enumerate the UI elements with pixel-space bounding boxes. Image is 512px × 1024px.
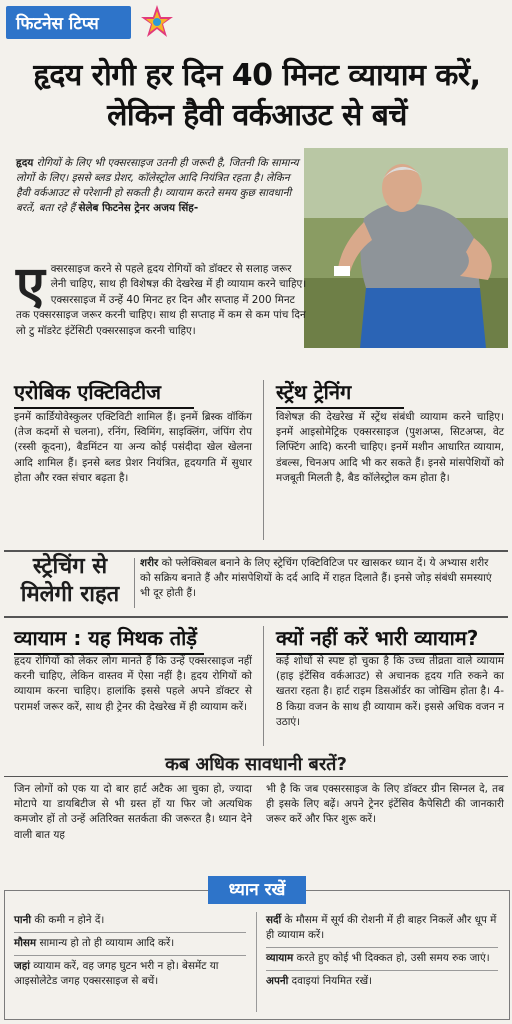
tip-item [14, 956, 246, 993]
tip-item [266, 971, 498, 993]
stretching-body: को फ्लेक्सिबल बनाने के लिए स्ट्रेचिंग एक्टिविटिज पर खासकर ध्यान दें। ये अभ्यास शरीर को सक्रिय बनाते हैं और मांसपेशियों के दर्द आदि में राहत दिलाते हैं। इनसे जोड़ संबंधी समस्याएं भी दूर होती हैं। [140, 557, 492, 599]
caution-title: कब अधिक सावधानी बरतें? [165, 754, 347, 775]
tip-item [14, 910, 246, 933]
tips-title: ध्यान रखें [208, 876, 306, 904]
column-divider [263, 380, 264, 540]
tips-left [14, 910, 246, 993]
tip-text: व्यायाम करें, वह जगह घुटन भरी न हो। बेसमेंट या आइसोलेटेड जगह एक्सरसाइज से बचें। [14, 960, 219, 987]
tip-keyword: जहां [14, 960, 30, 972]
aerobic-text: इनमें कार्डियोवेस्कुलर एक्टिविटी शामिल हैं। इनमें ब्रिस्क वॉकिंग (तेज कदमों से चलना), रनिंग, स्विमिंग, साइक्लिंग, जंपिंग रोप (रस्सी कूदना), बैडमिंटन या अन्य कोई पसंदीदा खेल खेलना आदि शामिल हैं। इनसे ब्लड प्रेशर नियंत्रित, हृदयगति में सुधार होता और रक्त संचार बढ़ता है। [14, 411, 252, 484]
column-divider-2 [263, 626, 264, 746]
tip-text: के मौसम में सूर्य की रोशनी में ही बाहर निकलें और धूप में ही व्यायाम करें। [266, 914, 497, 941]
tip-keyword: पानी [14, 914, 32, 926]
stretching-divider [134, 558, 135, 608]
tip-keyword: सर्दी [266, 914, 282, 926]
myth-text: हृदय रोगियों को लेकर लोग मानते हैं कि उन्हें एक्सरसाइज नहीं करनी चाहिए, लेकिन वास्तव में ऐसा नहीं है। हृदय रोगियों को व्यायाम करना चाहिए। हालांकि इससे पहले अपने डॉक्टर से परामर्श जरूर करें, साथ ही ट्रेनर की देखरेख में ही व्यायाम करें। [14, 655, 252, 713]
man-back-pain-photo [304, 148, 508, 348]
myth-title-text: व्यायाम : यह मिथक तोड़ें [14, 626, 197, 650]
tip-item [266, 910, 498, 948]
intro-body: रोगियों के लिए भी एक्सरसाइज उतनी ही जरूरी है, जितनी कि सामान्य लोगों के लिए। इससे ब्लड प्रेशर, कॉलेस्ट्रोल आदि नियंत्रित रहता है। लेकिन हैवी वर्कआउट से परेशानी हो सकती है। व्यायाम करते समय कुछ सावधानी बरतें, बता रहे हैं [16, 157, 299, 214]
aerobic-title [14, 378, 194, 409]
stretching-title: स्ट्रेचिंग से मिलेगी राहत [20, 554, 120, 607]
heavy-title-text: क्यों नहीं करें भारी व्यायाम? [276, 626, 479, 650]
strength-title-rule [276, 407, 404, 409]
headline: हृदय रोगी हर दिन 40 मिनट व्यायाम करें, लेकिन हैवी वर्कआउट से बचें [33, 58, 481, 133]
caution-right-text: भी है कि जब एक्सरसाइज के लिए डॉक्टर ग्रीन सिग्नल दे, तब ही इसके लिए बढ़ें। अपने ट्रेनर इंटेंसिव कैपेसिटी की जानकारी जरूर करें और फिर शुरू करें। [266, 783, 504, 826]
stretching-lead-word: शरीर [140, 557, 159, 569]
section-tag: फिटनेस टिप्स [6, 6, 131, 39]
intro-author: सेलेब फिटनेस ट्रेनर अजय सिंह- [78, 202, 199, 214]
tip-item [266, 948, 498, 971]
heavy-text: कई शोधों से स्पष्ट हो चुका है कि उच्च तीव्रता वाले व्यायाम (हाइ इंटेंसिव वर्कआउट) से अचानक हृदय गति रुकने का खतरा रहता है। हार्ट राइम डिसऑर्डर का जोखिम होता है। 4-8 किग्रा वजन के साथ ही व्यायाम करें। इससे अधिक वजन न उठाएं। [276, 655, 504, 728]
tip-text: करते हुए कोई भी दिक्कत हो, उसी समय रुक जाएं। [293, 952, 490, 964]
tip-keyword: अपनी [266, 975, 289, 987]
heavy-title [276, 624, 504, 655]
tip-item [14, 933, 246, 956]
caution-rule [4, 776, 508, 777]
tip-text: दवाइयां नियमित रखें। [288, 975, 373, 987]
tips-right [266, 910, 498, 993]
tips-divider [256, 912, 257, 1012]
drop-cap: ए [16, 256, 45, 316]
lead-body: क्सरसाइज करने से पहले हृदय रोगियों को डॉक्टर से सलाह जरूर लेनी चाहिए, साथ ही विशेषज्ञ की देखरेख में ही व्यायाम करने चाहिए। एक्सरसाइज में उन्हें 40 मिनट हर दिन और सप्ताह में 200 मिनट तक एक्सरसाइज जरूर करनी चाहिए। साथ ही सप्ताह में कम से कम पांच दिन लो टु मॉडरेट इंटेंसिटी एक्सरसाइज करनी चाहिए। [16, 263, 307, 337]
tip-text: सामान्य हो तो ही व्यायाम आदि करें। [36, 937, 175, 949]
tip-keyword: व्यायाम [266, 952, 294, 964]
strength-title [276, 378, 404, 409]
intro-text [16, 156, 306, 216]
strength-text: विशेषज्ञ की देखरेख में स्ट्रेंथ संबंधी व्यायाम करने चाहिए। इनमें आइसोमेट्रिक एक्सरसाइज (पुशअप्स, सिटअप्स, वेट लिफ्टिंग आदि) करनी चाहिए। इनमें मशीन आधारित व्यायाम, डंबल्स, चिनअप आदि भी कर सकते हैं। इनसे मांसपेशियों को मजबूती मिलती है, बैड कॉलेस्ट्रोल कम होता है। [276, 411, 504, 484]
tip-text: की कमी न होने दें। [31, 914, 105, 926]
tip-keyword: मौसम [14, 937, 37, 949]
aerobic-title-text: एरोबिक एक्टिविटीज [14, 380, 161, 404]
strength-title-text: स्ट्रेंथ ट्रेनिंग [276, 380, 352, 404]
stretching-text [140, 556, 502, 601]
myth-title [14, 624, 204, 655]
aerobic-title-rule [14, 407, 194, 409]
lead-paragraph [16, 256, 308, 339]
intro-lead-word: हृदय [16, 157, 34, 169]
star-burst-icon [140, 4, 174, 38]
caution-left-text: जिन लोगों को एक या दो बार हार्ट अटैक आ चुका हो, ज्यादा मोटापे या डायबिटीज से भी ग्रस्त हों या फिर जो अत्यधिक कमजोर हों तो उन्हें अतिरिक्त सतर्कता की जरूरत है। ध्यान देने वाली बात यह [14, 783, 252, 841]
